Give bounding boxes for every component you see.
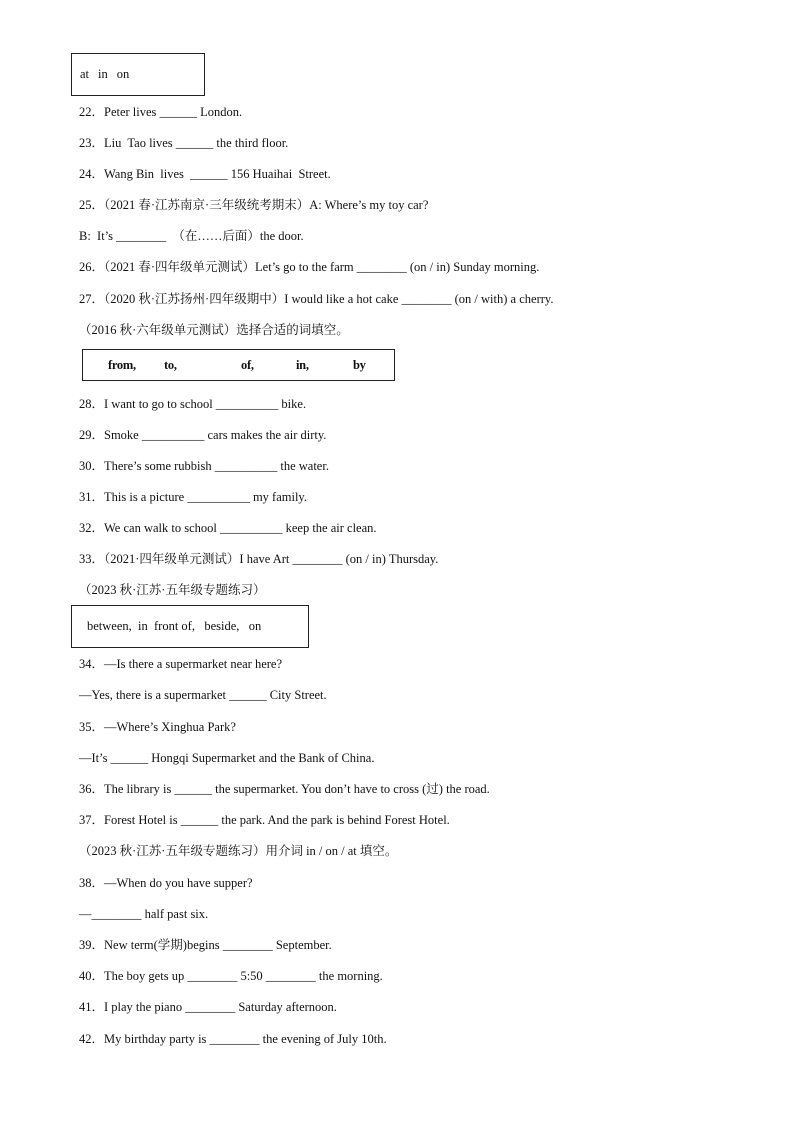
word-bank-word: from,	[108, 357, 136, 372]
question-35-answer-line: —It’s ______ Hongqi Supermarket and the Bank of China.	[79, 751, 375, 765]
question-34-answer-line: —Yes, there is a supermarket ______ City Street.	[79, 688, 327, 702]
word-bank-word: in,	[296, 357, 309, 372]
word-bank-word: on	[116, 67, 130, 81]
word-bank-word: in	[98, 67, 108, 81]
section-heading-2023-a: （2023 秋·江苏·五年级专题练习）	[79, 583, 266, 597]
question-40: 40．The boy gets up ________ 5:50 ________ the morning.	[79, 969, 383, 983]
word-bank-word: by	[353, 357, 366, 372]
question-34: 34．—Is there a supermarket near here?	[79, 657, 283, 671]
question-37: 37．Forest Hotel is ______ the park. And the park is behind Forest Hotel.	[79, 813, 450, 827]
word-bank-box-1	[71, 53, 205, 96]
word-bank-box-3	[71, 605, 309, 648]
word-bank-word: of,	[241, 357, 254, 372]
word-bank-box-2	[82, 349, 395, 381]
question-27: 27．（2020 秋·江苏扬州·四年级期中）I would like a hot cake ________ (on / with) a cherry.	[79, 292, 554, 306]
word-bank-word: to,	[164, 357, 177, 372]
section-heading-2023-b: （2023 秋·江苏·五年级专题练习）用介词 in / on / at 填空。	[79, 844, 398, 858]
question-26: 26．（2021 春·四年级单元测试）Let’s go to the farm ________ (on / in) Sunday morning.	[79, 260, 540, 274]
question-39: 39．New term(学期)begins ________ September.	[79, 938, 332, 952]
question-30: 30．There’s some rubbish __________ the water.	[79, 459, 329, 473]
question-38: 38．—When do you have supper?	[79, 876, 253, 890]
question-35: 35．—Where’s Xinghua Park?	[79, 720, 236, 734]
word-bank-text: between, in front of, beside, on	[87, 619, 262, 633]
question-42: 42．My birthday party is ________ the evening of July 10th.	[79, 1032, 387, 1046]
question-31: 31．This is a picture __________ my family.	[79, 490, 307, 504]
section-heading-2016: （2016 秋·六年级单元测试）选择合适的词填空。	[79, 323, 349, 337]
question-22: 22．Peter lives ______ London.	[79, 105, 243, 119]
question-24: 24．Wang Bin lives ______ 156 Huaihai Street.	[79, 167, 331, 181]
question-33: 33．（2021·四年级单元测试）I have Art ________ (on / in) Thursday.	[79, 552, 439, 566]
question-29: 29．Smoke __________ cars makes the air dirty.	[79, 428, 327, 442]
question-25-answer-line: B: It’s ________ （在……后面）the door.	[79, 229, 304, 243]
question-41: 41．I play the piano ________ Saturday afternoon.	[79, 1000, 337, 1014]
question-23: 23．Liu Tao lives ______ the third floor.	[79, 136, 289, 150]
question-32: 32．We can walk to school __________ keep the air clean.	[79, 521, 377, 535]
question-36: 36．The library is ______ the supermarket. You don’t have to cross (过) the road.	[79, 782, 490, 796]
question-28: 28．I want to go to school __________ bike.	[79, 397, 307, 411]
question-38-answer-line: —________ half past six.	[79, 907, 209, 921]
question-25: 25．（2021 春·江苏南京·三年级统考期末）A: Where’s my toy car?	[79, 198, 429, 212]
word-bank-word: at	[80, 67, 90, 81]
